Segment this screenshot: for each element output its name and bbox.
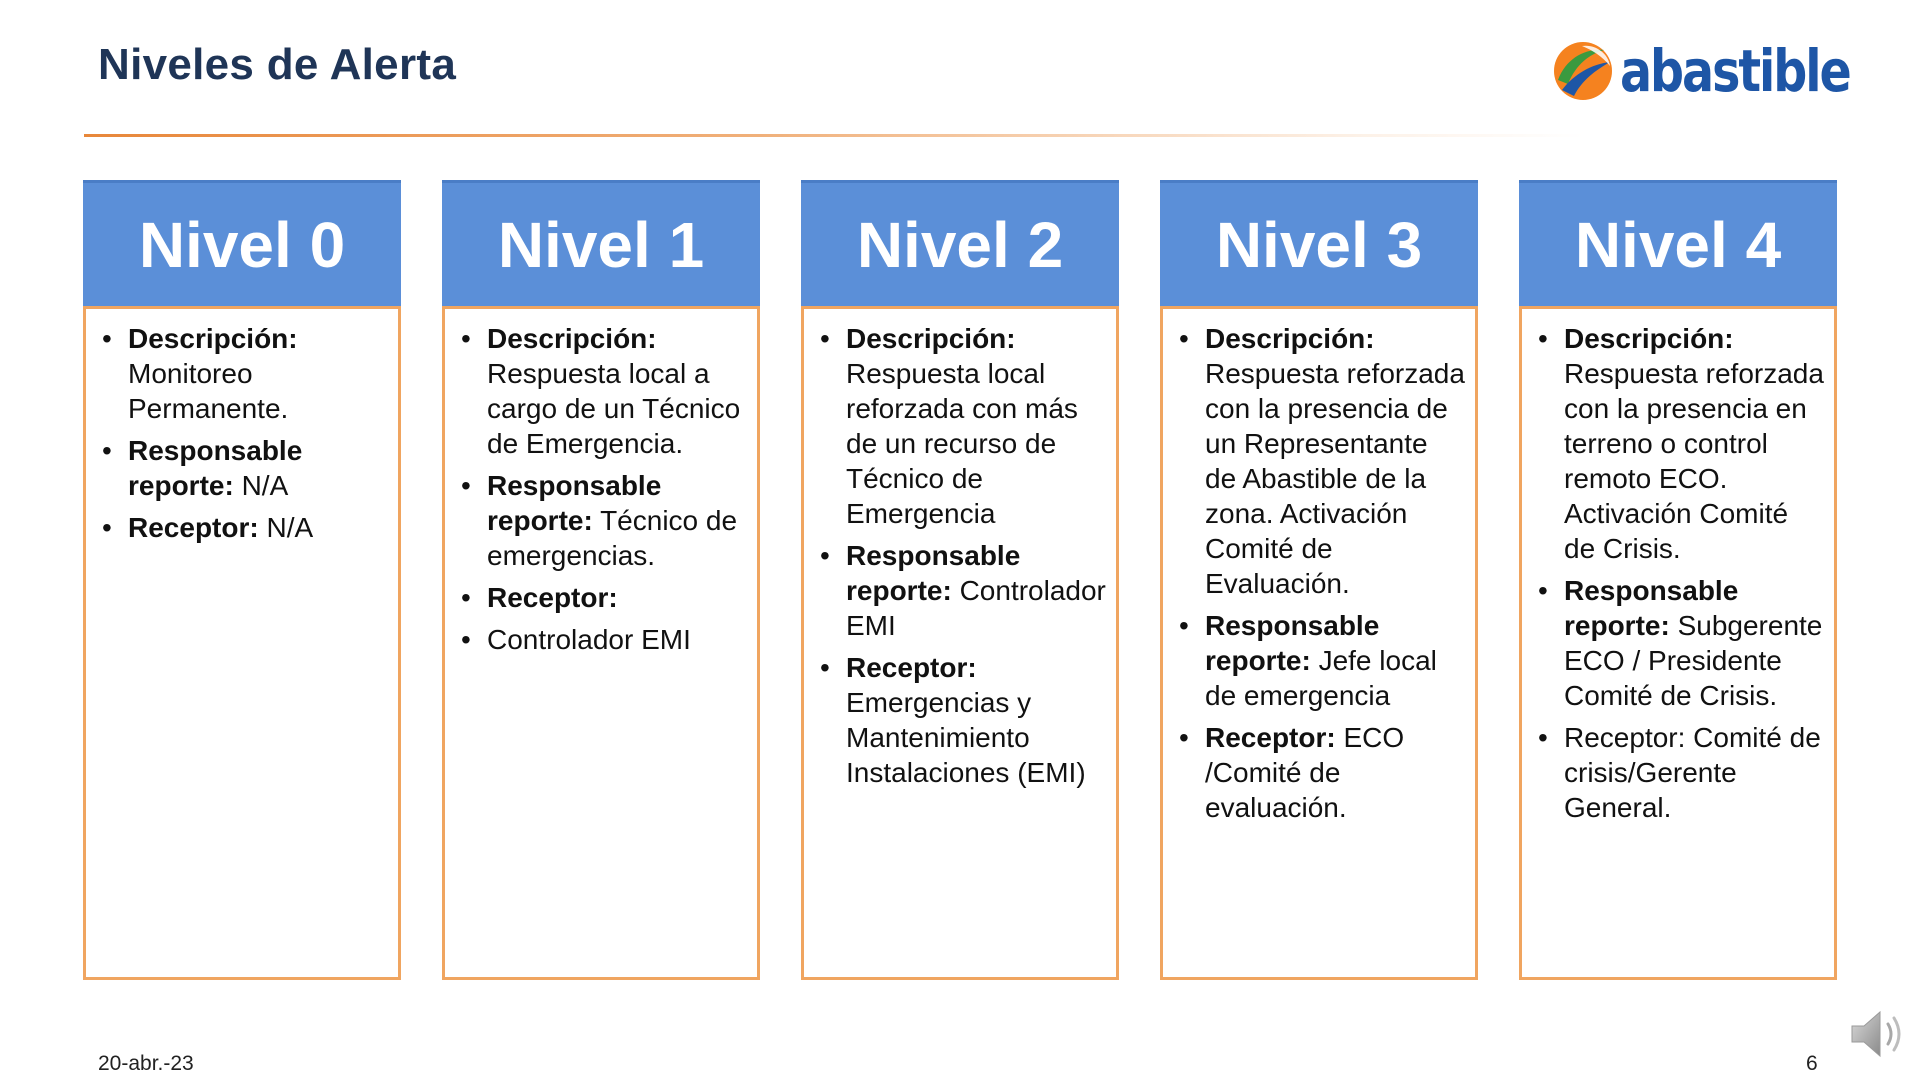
list-item xyxy=(1179,720,1465,825)
level-list xyxy=(1179,321,1465,825)
level-column xyxy=(442,180,760,980)
list-item xyxy=(461,321,747,461)
level-header: Nivel 4 xyxy=(1519,180,1837,306)
item-text: Respuesta reforzada con la presencia de un Representante de Abastible de la zona. Activación Comité de Evaluación. xyxy=(1205,358,1465,599)
item-label: Descripción: xyxy=(846,323,1016,354)
abastible-logo xyxy=(1552,36,1900,106)
list-item xyxy=(1179,608,1465,713)
item-label: Descripción: xyxy=(1564,323,1734,354)
item-label: Responsable reporte: xyxy=(846,540,1021,606)
level-body xyxy=(801,306,1119,980)
list-item xyxy=(461,622,747,657)
list-item xyxy=(1538,321,1824,566)
item-label: Descripción: xyxy=(487,323,657,354)
list-item xyxy=(820,538,1106,643)
slide-title: Niveles de Alerta xyxy=(98,40,457,89)
item-text: Receptor: Comité de crisis/Gerente General. xyxy=(1564,722,1821,823)
item-label: Receptor: xyxy=(846,652,977,683)
list-item xyxy=(1179,321,1465,601)
list-item xyxy=(820,650,1106,790)
item-label: Descripción: xyxy=(1205,323,1375,354)
level-header: Nivel 1 xyxy=(442,180,760,306)
level-column xyxy=(83,180,401,980)
title-divider xyxy=(84,134,1584,137)
level-body xyxy=(1160,306,1478,980)
list-item xyxy=(102,510,388,545)
level-column xyxy=(801,180,1119,980)
slide-date: 20-abr.-23 xyxy=(98,1052,194,1075)
item-label: Descripción: xyxy=(128,323,298,354)
level-header: Nivel 3 xyxy=(1160,180,1478,306)
item-label: Responsable reporte: xyxy=(1564,575,1739,641)
item-label: Responsable reporte: xyxy=(487,470,662,536)
item-label: Responsable reporte: xyxy=(128,435,303,501)
item-label: Receptor: xyxy=(128,512,259,543)
item-text: N/A xyxy=(233,470,289,501)
item-text: Jefe local de emergencia xyxy=(1205,645,1437,711)
speaker-icon[interactable] xyxy=(1846,1004,1910,1064)
level-list xyxy=(1538,321,1824,825)
list-item xyxy=(461,468,747,573)
item-text: Técnico de emergencias. xyxy=(487,505,738,571)
level-column xyxy=(1519,180,1837,980)
item-text: Subgerente ECO / Presidente Comité de Crisis. xyxy=(1564,610,1823,711)
item-text: Controlador EMI xyxy=(846,575,1106,641)
level-column xyxy=(1160,180,1478,980)
level-list xyxy=(461,321,747,657)
item-text: Monitoreo Permanente. xyxy=(128,358,289,424)
list-item xyxy=(1538,573,1824,713)
level-body xyxy=(1519,306,1837,980)
level-body xyxy=(83,306,401,980)
item-label: Responsable reporte: xyxy=(1205,610,1380,676)
item-text: ECO /Comité de evaluación. xyxy=(1205,722,1405,823)
level-header: Nivel 0 xyxy=(83,180,401,306)
item-text: Controlador EMI xyxy=(487,624,691,655)
item-text: Emergencias y Mantenimiento Instalaciones (EMI) xyxy=(846,687,1086,788)
item-label: Receptor: xyxy=(1205,722,1336,753)
list-item xyxy=(102,433,388,503)
page-number: 6 xyxy=(1806,1052,1818,1075)
alert-levels xyxy=(83,180,1835,980)
level-header: Nivel 2 xyxy=(801,180,1119,306)
level-list xyxy=(102,321,388,545)
item-text: Respuesta local reforzada con más de un recurso de Técnico de Emergencia xyxy=(846,358,1078,529)
list-item xyxy=(461,580,747,615)
list-item xyxy=(820,321,1106,531)
logo-text: abastible xyxy=(1620,37,1850,105)
item-text: Respuesta reforzada con la presencia en terreno o control remoto ECO. Activación Comité de Crisis. xyxy=(1564,358,1824,564)
list-item xyxy=(1538,720,1824,825)
level-list xyxy=(820,321,1106,790)
list-item xyxy=(102,321,388,426)
item-label: Receptor: xyxy=(487,582,618,613)
level-body xyxy=(442,306,760,980)
item-text: N/A xyxy=(258,512,314,543)
abastible-logo-icon xyxy=(1552,40,1614,102)
item-text: Respuesta local a cargo de un Técnico de Emergencia. xyxy=(487,358,741,459)
